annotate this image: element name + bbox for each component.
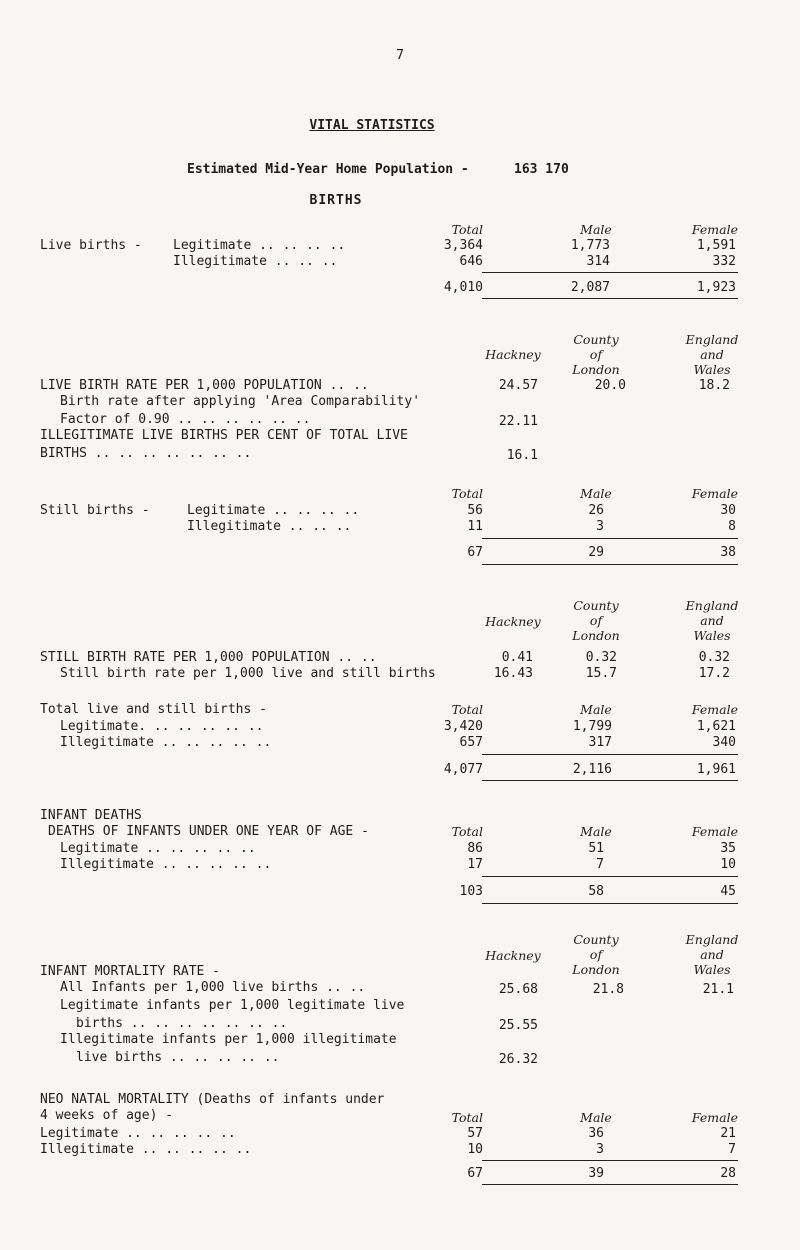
sum-male: 29 bbox=[588, 545, 604, 560]
sum-rule bbox=[482, 780, 738, 781]
header-male: Male bbox=[580, 1110, 612, 1125]
header-female: Female bbox=[691, 486, 738, 501]
births-heading: BIRTHS bbox=[309, 193, 363, 208]
sum-rule bbox=[482, 754, 738, 755]
acf-line2: Factor of 0.90 .. .. .. .. .. .. bbox=[60, 412, 311, 427]
header-male: Male bbox=[580, 824, 612, 839]
cell-female: 1,591 bbox=[696, 238, 736, 253]
header-total: Total bbox=[451, 702, 483, 717]
cell-male: 51 bbox=[588, 841, 604, 856]
header-male: Male bbox=[580, 486, 612, 501]
header-england: England and Wales bbox=[685, 332, 739, 377]
illegitimate-pct-line1: ILLEGITIMATE LIVE BIRTHS PER CENT OF TOTAL LIVE bbox=[40, 428, 408, 443]
cell-total: 57 bbox=[467, 1126, 483, 1141]
row-label: Legitimate .. .. .. .. .. bbox=[40, 1126, 236, 1141]
still-births-prefix: Still births - bbox=[40, 503, 150, 518]
row-label: Illegitimate .. .. .. bbox=[187, 519, 352, 534]
sum-rule bbox=[482, 876, 738, 877]
header-hackney: Hackney bbox=[485, 614, 541, 629]
cell-male: 1,799 bbox=[572, 719, 612, 734]
cell-female: 35 bbox=[720, 841, 736, 856]
cell-male: 3 bbox=[596, 519, 604, 534]
england-value: 21.1 bbox=[702, 982, 734, 997]
cell-total: 56 bbox=[467, 503, 483, 518]
still-birth-rate2-label: Still birth rate per 1,000 live and still births bbox=[60, 666, 436, 681]
cell-total: 86 bbox=[467, 841, 483, 856]
im-row1-label: All Infants per 1,000 live births .. .. bbox=[60, 980, 366, 995]
cell-male: 36 bbox=[588, 1126, 604, 1141]
cell-total: 646 bbox=[459, 254, 483, 269]
cell-female: 1,621 bbox=[696, 719, 736, 734]
neo-natal-line2: 4 weeks of age) - bbox=[40, 1108, 174, 1123]
england-value: 17.2 bbox=[698, 666, 730, 681]
header-england: England and Wales bbox=[685, 598, 739, 643]
header-county: County of London bbox=[572, 932, 620, 977]
sum-rule bbox=[482, 272, 738, 273]
cell-total: 657 bbox=[459, 735, 483, 750]
sum-male: 39 bbox=[588, 1166, 604, 1181]
im-row3-line2: live births .. .. .. .. .. bbox=[76, 1050, 280, 1065]
cell-male: 26 bbox=[588, 503, 604, 518]
row-label: Legitimate .. .. .. .. bbox=[173, 238, 346, 253]
row-label: Illegitimate .. .. .. bbox=[173, 254, 338, 269]
header-male: Male bbox=[580, 702, 612, 717]
acf-value: 22.11 bbox=[498, 414, 538, 429]
sum-female: 28 bbox=[720, 1166, 736, 1181]
neo-natal-line1: NEO NATAL MORTALITY (Deaths of infants under bbox=[40, 1092, 385, 1107]
cell-female: 340 bbox=[712, 735, 736, 750]
sum-female: 38 bbox=[720, 545, 736, 560]
row-label: Legitimate. .. .. .. .. .. bbox=[60, 719, 264, 734]
county-value: 20.0 bbox=[594, 378, 626, 393]
sum-total: 4,077 bbox=[443, 762, 483, 777]
cell-male: 317 bbox=[588, 735, 612, 750]
sum-female: 45 bbox=[720, 884, 736, 899]
cell-female: 10 bbox=[720, 857, 736, 872]
header-county: County of London bbox=[572, 598, 620, 643]
sum-male: 58 bbox=[588, 884, 604, 899]
hackney-value: 25.68 bbox=[498, 982, 538, 997]
cell-male: 314 bbox=[586, 254, 610, 269]
county-value: 0.32 bbox=[585, 650, 617, 665]
sum-female: 1,961 bbox=[696, 762, 736, 777]
hackney-value: 24.57 bbox=[498, 378, 538, 393]
sum-male: 2,087 bbox=[570, 280, 610, 295]
county-value: 15.7 bbox=[585, 666, 617, 681]
still-birth-rate-label: STILL BIRTH RATE PER 1,000 POPULATION .. .. bbox=[40, 650, 377, 665]
header-female: Female bbox=[691, 824, 738, 839]
page-number: 7 bbox=[396, 48, 404, 63]
cell-total: 3,420 bbox=[443, 719, 483, 734]
england-value: 18.2 bbox=[698, 378, 730, 393]
header-female: Female bbox=[691, 222, 738, 237]
header-male: Male bbox=[580, 222, 612, 237]
sum-rule bbox=[482, 1160, 738, 1161]
illegitimate-pct-value: 16.1 bbox=[506, 448, 538, 463]
cell-female: 8 bbox=[728, 519, 736, 534]
row-label: Legitimate .. .. .. .. bbox=[187, 503, 360, 518]
infant-mortality-heading: INFANT MORTALITY RATE - bbox=[40, 964, 221, 979]
cell-total: 3,364 bbox=[443, 238, 483, 253]
header-hackney: Hackney bbox=[485, 347, 541, 362]
sum-rule bbox=[482, 538, 738, 539]
row-label: Legitimate .. .. .. .. .. bbox=[60, 841, 256, 856]
live-births-prefix: Live births - bbox=[40, 238, 142, 253]
cell-female: 30 bbox=[720, 503, 736, 518]
population-value: 163 170 bbox=[514, 162, 569, 177]
cell-female: 7 bbox=[728, 1142, 736, 1157]
sum-rule bbox=[482, 298, 738, 299]
header-total: Total bbox=[451, 486, 483, 501]
sum-total: 103 bbox=[459, 884, 483, 899]
sum-total: 67 bbox=[467, 1166, 483, 1181]
sum-total: 67 bbox=[467, 545, 483, 560]
infant-deaths-subheading: DEATHS OF INFANTS UNDER ONE YEAR OF AGE - bbox=[48, 824, 369, 839]
cell-total: 17 bbox=[467, 857, 483, 872]
sum-male: 2,116 bbox=[572, 762, 612, 777]
header-female: Female bbox=[691, 702, 738, 717]
cell-total: 11 bbox=[467, 519, 483, 534]
cell-female: 21 bbox=[720, 1126, 736, 1141]
hackney-value: 0.41 bbox=[501, 650, 533, 665]
row-label: Illegitimate .. .. .. .. .. bbox=[60, 857, 272, 872]
header-total: Total bbox=[451, 222, 483, 237]
header-england: England and Wales bbox=[685, 932, 739, 977]
england-value: 0.32 bbox=[698, 650, 730, 665]
cell-male: 3 bbox=[596, 1142, 604, 1157]
im-row3-line1: Illegitimate infants per 1,000 illegitimate bbox=[60, 1032, 397, 1047]
infant-deaths-heading: INFANT DEATHS bbox=[40, 808, 142, 823]
sum-rule bbox=[482, 564, 738, 565]
header-female: Female bbox=[691, 1110, 738, 1125]
page-title: VITAL STATISTICS bbox=[309, 118, 435, 133]
sum-rule bbox=[482, 1184, 738, 1185]
acf-line1: Birth rate after applying 'Area Comparability' bbox=[60, 394, 421, 409]
row-label: Illegitimate .. .. .. .. .. bbox=[40, 1142, 252, 1157]
cell-male: 7 bbox=[596, 857, 604, 872]
cell-male: 1,773 bbox=[570, 238, 610, 253]
hackney-value: 26.32 bbox=[498, 1052, 538, 1067]
header-total: Total bbox=[451, 824, 483, 839]
sum-total: 4,010 bbox=[443, 280, 483, 295]
cell-total: 10 bbox=[467, 1142, 483, 1157]
header-total: Total bbox=[451, 1110, 483, 1125]
hackney-value: 16.43 bbox=[493, 666, 533, 681]
im-row2-line1: Legitimate infants per 1,000 legitimate live bbox=[60, 998, 405, 1013]
sum-female: 1,923 bbox=[696, 280, 736, 295]
illegitimate-pct-line2: BIRTHS .. .. .. .. .. .. .. bbox=[40, 446, 252, 461]
im-row2-line2: births .. .. .. .. .. .. .. bbox=[76, 1016, 288, 1031]
total-live-still-heading: Total live and still births - bbox=[40, 702, 267, 717]
header-hackney: Hackney bbox=[485, 948, 541, 963]
sum-rule bbox=[482, 903, 738, 904]
county-value: 21.8 bbox=[592, 982, 624, 997]
header-county: County of London bbox=[572, 332, 620, 377]
live-birth-rate-label: LIVE BIRTH RATE PER 1,000 POPULATION .. .. bbox=[40, 378, 369, 393]
cell-female: 332 bbox=[712, 254, 736, 269]
hackney-value: 25.55 bbox=[498, 1018, 538, 1033]
population-label: Estimated Mid-Year Home Population - bbox=[187, 162, 469, 177]
row-label: Illegitimate .. .. .. .. .. bbox=[60, 735, 272, 750]
